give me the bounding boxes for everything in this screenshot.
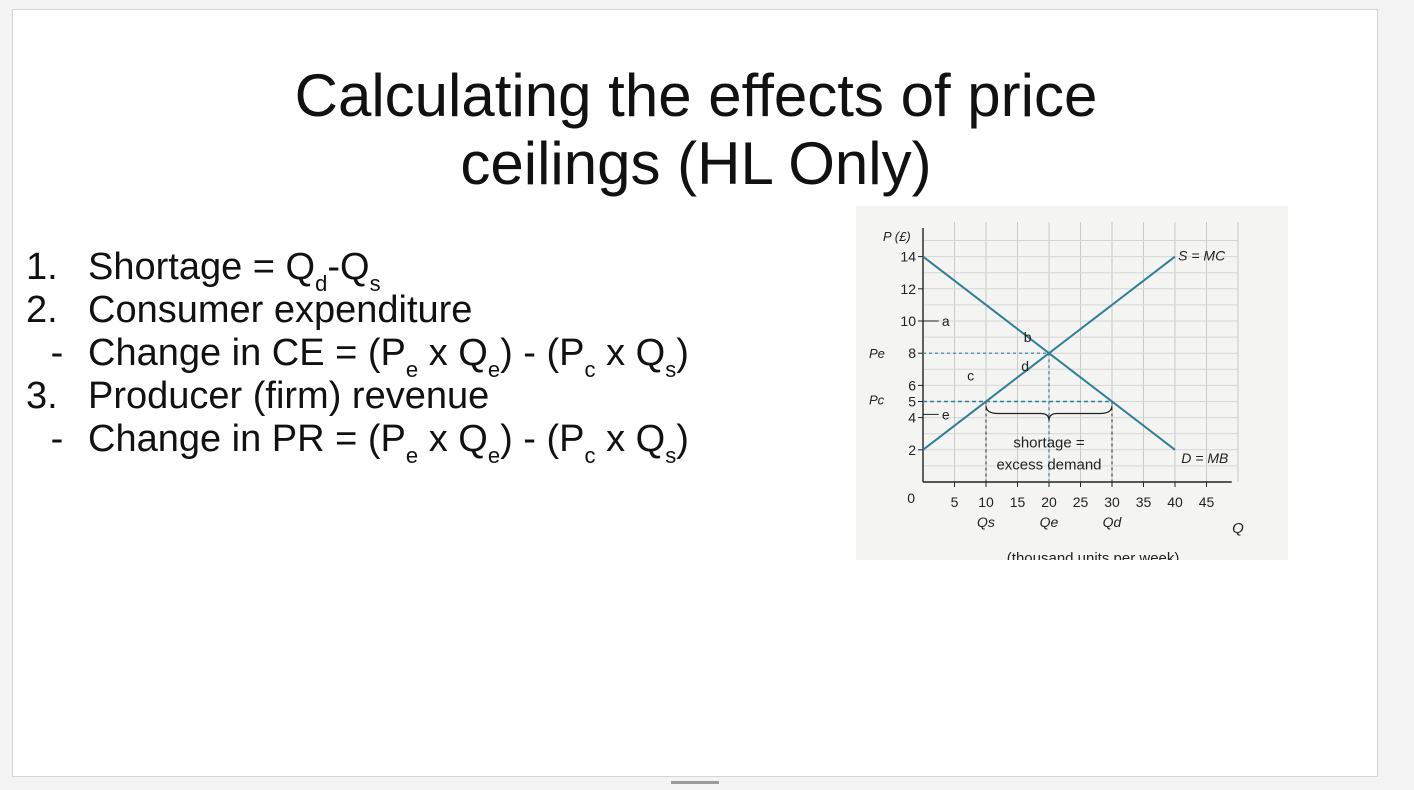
formula-text: ) <box>676 418 689 460</box>
formula-text: x Q <box>595 418 666 460</box>
y-tick-label: 2 <box>908 441 916 458</box>
formula-text: x Q <box>418 418 488 460</box>
qe-label: Qe <box>1039 514 1059 530</box>
area-label-e: e <box>941 406 950 423</box>
bullet-dash: - <box>50 418 64 460</box>
y-tick-label: 5 <box>908 393 916 410</box>
item-text: Shortage = Q <box>88 246 316 288</box>
subscript-s: s <box>369 271 381 296</box>
item-text: -Q <box>327 246 370 288</box>
formula-text: ) - (P <box>500 332 585 374</box>
x-tick-label: 30 <box>1104 494 1120 510</box>
subscript-e: e <box>487 357 501 382</box>
horizontal-scrollbar[interactable] <box>671 781 719 784</box>
x-tick-label: 15 <box>1009 494 1026 510</box>
y-axis-label: P (£) <box>883 229 911 244</box>
area-label-c: c <box>967 367 975 384</box>
x-tick-label: 35 <box>1135 494 1152 510</box>
formula-text: x Q <box>418 332 488 374</box>
formula-text: Change in CE = (P <box>88 332 406 374</box>
chart-svg <box>856 206 1288 560</box>
title-line-2: ceilings (HL Only) <box>460 130 932 197</box>
x-tick-label: 40 <box>1167 494 1183 510</box>
x-unit-label: (thousand units per week) <box>1006 550 1180 560</box>
x-tick-label: 45 <box>1198 494 1215 510</box>
y-tick-label: 8 <box>908 345 916 362</box>
subscript-e: e <box>405 443 419 468</box>
subscript-c: c <box>584 357 596 382</box>
bullet-dash: - <box>50 332 64 374</box>
list-item-producer-revenue <box>26 375 826 418</box>
subscript-e: e <box>405 357 419 382</box>
subscript-e: e <box>487 443 501 468</box>
y-tick-label: 4 <box>908 409 916 426</box>
shortage-label-line2: excess demand <box>996 456 1102 474</box>
pc-label: Pc <box>869 392 885 408</box>
formula-text: ) - (P <box>500 418 585 460</box>
content-list <box>26 246 826 468</box>
sub-item-change-pr <box>26 418 826 468</box>
x-axis-label: Q <box>1232 520 1244 537</box>
sub-item-change-ce <box>26 332 826 382</box>
item-text: Consumer expenditure <box>88 289 473 331</box>
area-label-d: d <box>1021 358 1030 375</box>
area-label-a: a <box>941 313 950 329</box>
x-tick-label: 5 <box>950 494 959 510</box>
title-line-1: Calculating the effects of price <box>294 62 1098 129</box>
price-ceiling-graph <box>856 206 1288 560</box>
list-item-shortage <box>26 246 826 296</box>
subscript-s: s <box>665 357 677 382</box>
y-tick-label: 12 <box>900 280 916 297</box>
formula-text: Change in PR = (P <box>88 418 406 460</box>
x-tick-label: 20 <box>1041 494 1057 510</box>
y-tick-label: 14 <box>900 248 916 265</box>
demand-curve-label: D = MB <box>1181 449 1229 466</box>
item-number: 1. <box>26 246 58 288</box>
area-label-b: b <box>1023 329 1032 346</box>
x-tick-label: 25 <box>1072 494 1089 510</box>
pe-label: Pe <box>869 346 885 362</box>
origin-label: 0 <box>907 490 915 506</box>
qd-label: Qd <box>1102 514 1122 530</box>
item-text: Producer (firm) revenue <box>88 375 490 417</box>
subscript-c: c <box>584 443 596 468</box>
qs-label: Qs <box>977 514 995 530</box>
formula-text: x Q <box>595 332 666 374</box>
x-tick-label: 10 <box>978 494 994 510</box>
y-tick-label: 10 <box>900 313 916 329</box>
shortage-label-line1: shortage = <box>1013 434 1085 452</box>
subscript-s: s <box>665 443 677 468</box>
supply-curve-label: S = MC <box>1178 247 1226 264</box>
list-item-consumer-expenditure <box>26 289 826 332</box>
item-number: 2. <box>26 289 58 331</box>
slide-title <box>13 62 1379 198</box>
y-tick-label: 6 <box>908 377 916 394</box>
item-number: 3. <box>26 375 58 417</box>
subscript-d: d <box>315 271 328 296</box>
formula-text: ) <box>676 332 689 374</box>
